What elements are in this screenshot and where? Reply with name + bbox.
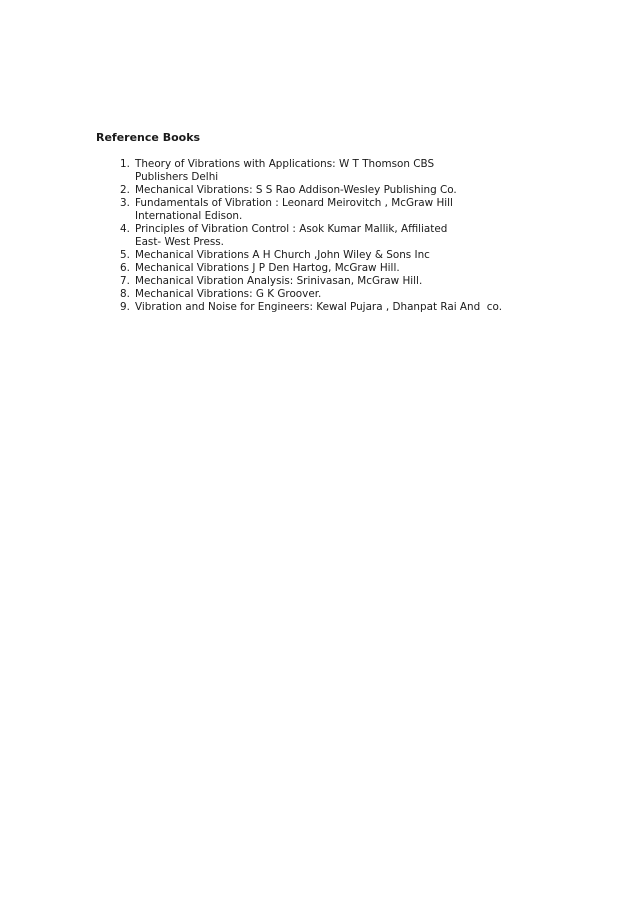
reference-list bbox=[108, 158, 608, 314]
list-item bbox=[108, 249, 608, 262]
list-item bbox=[108, 223, 608, 249]
list-item bbox=[108, 197, 608, 223]
list-item bbox=[108, 184, 608, 197]
list-item-text: Fundamentals of Vibration : Leonard Meirovitch , McGraw Hill International Edison. bbox=[135, 197, 453, 222]
list-item-text: Principles of Vibration Control : Asok Kumar Mallik, Affiliated East- West Press. bbox=[135, 223, 448, 248]
list-item-number: 4. bbox=[120, 223, 130, 235]
list-item bbox=[108, 301, 608, 314]
list-item-number: 9. bbox=[120, 301, 130, 313]
list-item-number: 5. bbox=[120, 249, 130, 261]
list-item-number: 7. bbox=[120, 275, 130, 287]
list-item-text: Mechanical Vibrations J P Den Hartog, McGraw Hill. bbox=[135, 262, 400, 274]
list-item-text: Theory of Vibrations with Applications: W T Thomson CBS Publishers Delhi bbox=[135, 158, 435, 183]
list-item-number: 3. bbox=[120, 197, 130, 209]
list-item-number: 2. bbox=[120, 184, 130, 196]
list-item bbox=[108, 262, 608, 275]
list-item-text: Mechanical Vibrations: S S Rao Addison-Wesley Publishing Co. bbox=[135, 184, 457, 196]
list-item-number: 8. bbox=[120, 288, 130, 300]
list-item-number: 1. bbox=[120, 158, 130, 170]
list-item bbox=[108, 275, 608, 288]
list-item-text: Mechanical Vibration Analysis: Srinivasan, McGraw Hill. bbox=[135, 275, 423, 287]
list-item-text: Mechanical Vibrations: G K Groover. bbox=[135, 288, 322, 300]
list-item-number: 6. bbox=[120, 262, 130, 274]
list-item bbox=[108, 158, 608, 184]
list-item-text: Mechanical Vibrations A H Church ,John Wiley & Sons Inc bbox=[135, 249, 430, 261]
list-item bbox=[108, 288, 608, 301]
list-item-text: Vibration and Noise for Engineers: Kewal Pujara , Dhanpat Rai And co. bbox=[135, 301, 502, 313]
reference-books-heading: Reference Books bbox=[96, 131, 201, 144]
